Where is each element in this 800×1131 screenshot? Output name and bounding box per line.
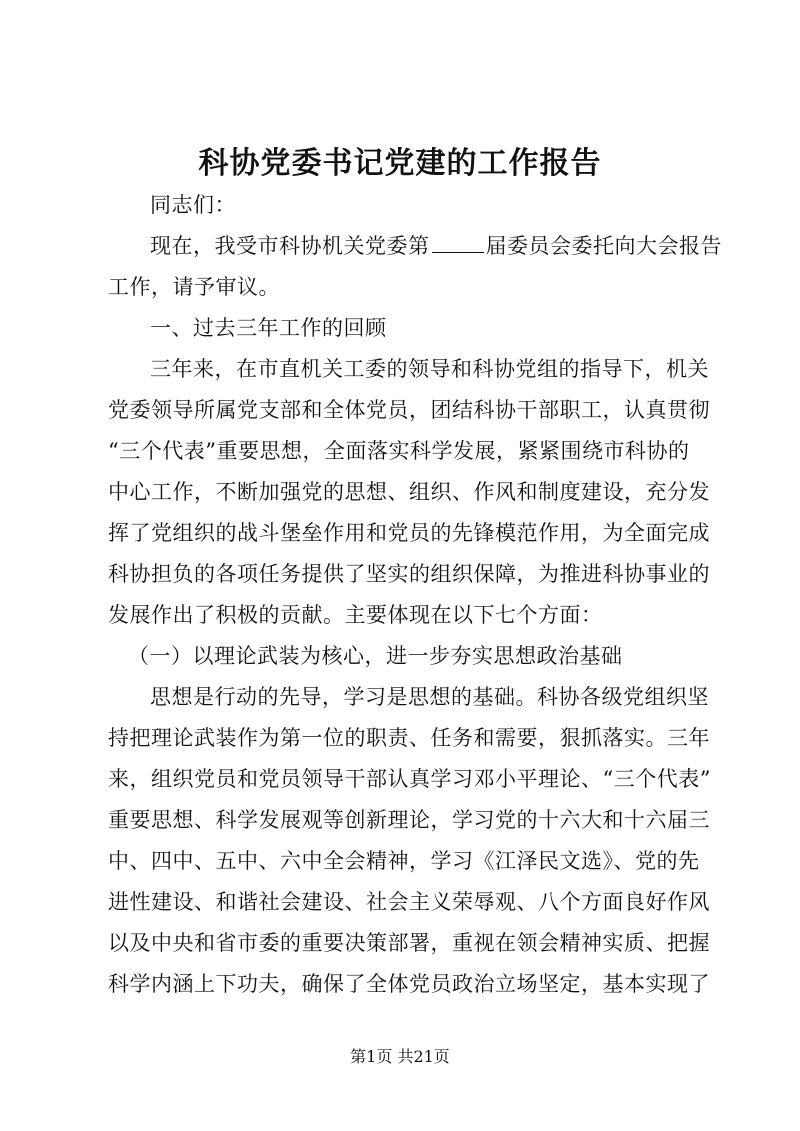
paragraph-2-line: 以及中央和省市委的重要决策部署，重视在领会精神实质、把握 — [108, 931, 710, 955]
paragraph-2-line: 中、四中、五中、六中全会精神，学习《江泽民文选》、党的先 — [108, 849, 700, 873]
intro-paragraph-line-1 — [108, 226, 722, 267]
paragraph-2-line: 来，组织党员和党员领导干部认真学习邓小平理论、“三个代表” — [108, 767, 711, 791]
paragraph-2-line: 思想是行动的先导，学习是思想的基础。科协各级党组织坚 — [150, 685, 709, 709]
paragraph-1-line: “三个代表”重要思想，全面落实科学发展，紧紧围绕市科协的 — [108, 439, 690, 463]
paragraph-2-line: 科学内涵上下功夫，确保了全体党员政治立场坚定，基本实现了 — [108, 972, 710, 996]
section-heading: 一、过去三年工作的回顾 — [150, 316, 387, 340]
intro-paragraph-line-2: 工作，请予审议。 — [108, 275, 280, 299]
paragraph-1-line: 三年来，在市直机关工委的领导和科协党组的指导下，机关 — [150, 357, 709, 381]
salutation: 同志们： — [150, 193, 236, 217]
document-body — [108, 185, 722, 1005]
paragraph-2-line: 进性建设、和谐社会建设、社会主义荣辱观、八个方面良好作风 — [108, 890, 710, 914]
paragraph-2-line: 重要思想、科学发展观等创新理论，学习党的十六大和十六届三 — [108, 808, 710, 832]
page-number-footer: 第1页 共21页 — [350, 1047, 450, 1066]
paragraph-1-line: 中心工作，不断加强党的思想、组织、作风和制度建设，充分发 — [108, 480, 710, 504]
intro-text-before-blank: 现在，我受市科协机关党委第 — [150, 234, 430, 258]
intro-text-after-blank: 届委员会委托向大会报告 — [485, 234, 722, 258]
paragraph-1-line: 党委领导所属党支部和全体党员，团结科协干部职工，认真贯彻 — [108, 398, 710, 422]
document-title: 科协党委书记党建的工作报告 — [198, 146, 602, 181]
paragraph-1-line: 挥了党组织的战斗堡垒作用和党员的先锋模范作用，为全面完成 — [108, 521, 710, 545]
paragraph-2-line: 持把理论武装作为第一位的职责、任务和需要，狠抓落实。三年 — [108, 726, 710, 750]
subsection-heading: （一）以理论武装为核心，进一步夯实思想政治基础 — [128, 644, 623, 668]
paragraph-1-line: 发展作出了积极的贡献。主要体现在以下七个方面： — [108, 603, 603, 627]
paragraph-1-line: 科协担负的各项任务提供了坚实的组织保障，为推进科协事业的 — [108, 562, 710, 586]
fill-in-blank — [432, 234, 484, 253]
